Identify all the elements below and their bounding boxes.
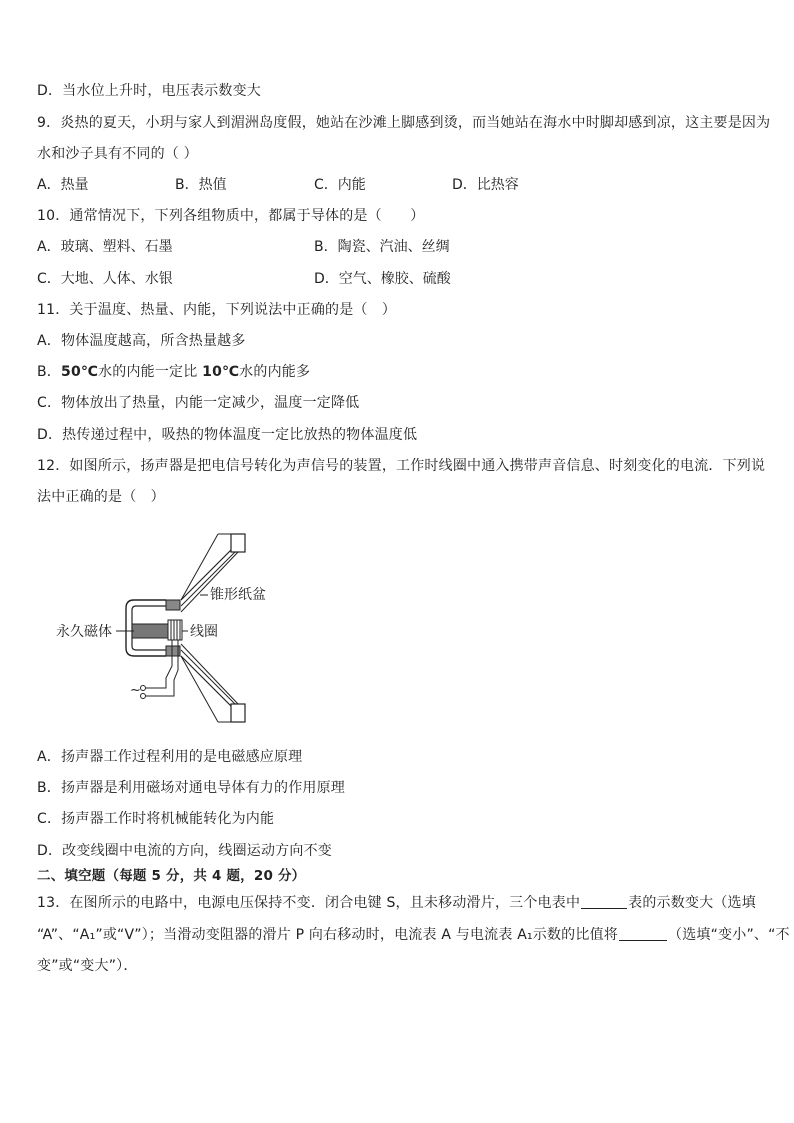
q13-line2-part1: “A”、“A₁”或“V”）；当滑动变阻器的滑片 P 向右移动时，电流表 A 与电流表 A₁示数的比值将 [37,927,618,943]
q10-stem: 10．通常情况下，下列各组物质中，都属于导体的是（ ） [37,208,425,224]
q10-option-a: A．玻璃、塑料、石墨 [37,239,173,255]
q10-option-d: D．空气、橡胶、硫酸 [314,271,451,287]
q11b-prefix: B． [37,364,62,380]
q11-option-d: D．热传递过程中，吸热的物体温度一定比放热的物体温度低 [37,427,418,443]
loudspeaker-figure [50,528,310,728]
q11b-end: 水的内能多 [239,364,311,380]
ac-symbol: ~ [130,683,141,698]
q11-stem: 11．关于温度、热量、内能，下列说法中正确的是（ ） [37,302,397,318]
q13-blank-1 [581,894,627,909]
q11-option-b [37,362,310,382]
q11-option-c: C．物体放出了热量，内能一定减少，温度一定降低 [37,395,360,411]
q12-option-d: D．改变线圈中电流的方向，线圈运动方向不变 [37,843,332,859]
q12-option-b: B．扬声器是利用磁场对通电导体有力的作用原理 [37,780,346,796]
q13-line1-part2: 表的示数变大（选填 [628,895,756,911]
q11-option-a: A．物体温度越高，所含热量越多 [37,333,246,349]
q13-line2-part2: （选填“变小”、“不 [668,927,790,943]
q13-line1 [37,893,756,913]
q9-option-c: C．内能 [314,177,366,193]
magnet-label: 永久磁体 [56,624,112,640]
q9-stem-line2: 水和沙子具有不同的（ ） [37,146,198,162]
q9-option-a: A．热量 [37,177,89,193]
q12-stem-line1: 12．如图所示，扬声器是把电信号转化为声信号的装置，工作时线圈中通入携带声音信息、时刻变化的电流．下列说 [37,458,766,474]
q12-option-a: A．扬声器工作过程利用的是电磁感应原理 [37,749,303,765]
q11b-temp-10: 10℃ [202,364,240,380]
cone-label: 锥形纸盆 [210,587,266,603]
q13-blank-2 [619,926,667,941]
q11b-temp-50: 50℃ [61,364,99,380]
coil-label: 线圈 [190,624,218,640]
q8-option-d: D．当水位上升时，电压表示数变大 [37,83,261,99]
q13-line3: 变”或“变大”）． [37,958,138,974]
q10-option-b: B．陶瓷、汽油、丝绸 [314,239,450,255]
q12-stem-line2: 法中正确的是（ ） [37,489,165,505]
q13-line2 [37,925,790,945]
q10-option-c: C．大地、人体、水银 [37,271,173,287]
section-2-heading: 二、填空题（每题 5 分，共 4 题，20 分） [37,868,306,884]
q12-option-c: C．扬声器工作时将机械能转化为内能 [37,811,275,827]
q13-line1-part1: 13．在图所示的电路中，电源电压保持不变．闭合电键 S，且未移动滑片，三个电表中 [37,895,581,911]
q11b-mid: 水的内能一定比 [98,364,203,380]
q9-stem-line1: 9．炎热的夏天，小玥与家人到湄洲岛度假，她站在沙滩上脚感到烫，而当她站在海水中时脚却感到凉，这主要是因为 [37,115,771,131]
q9-option-d: D．比热容 [452,177,519,193]
q9-option-b: B．热值 [175,177,227,193]
